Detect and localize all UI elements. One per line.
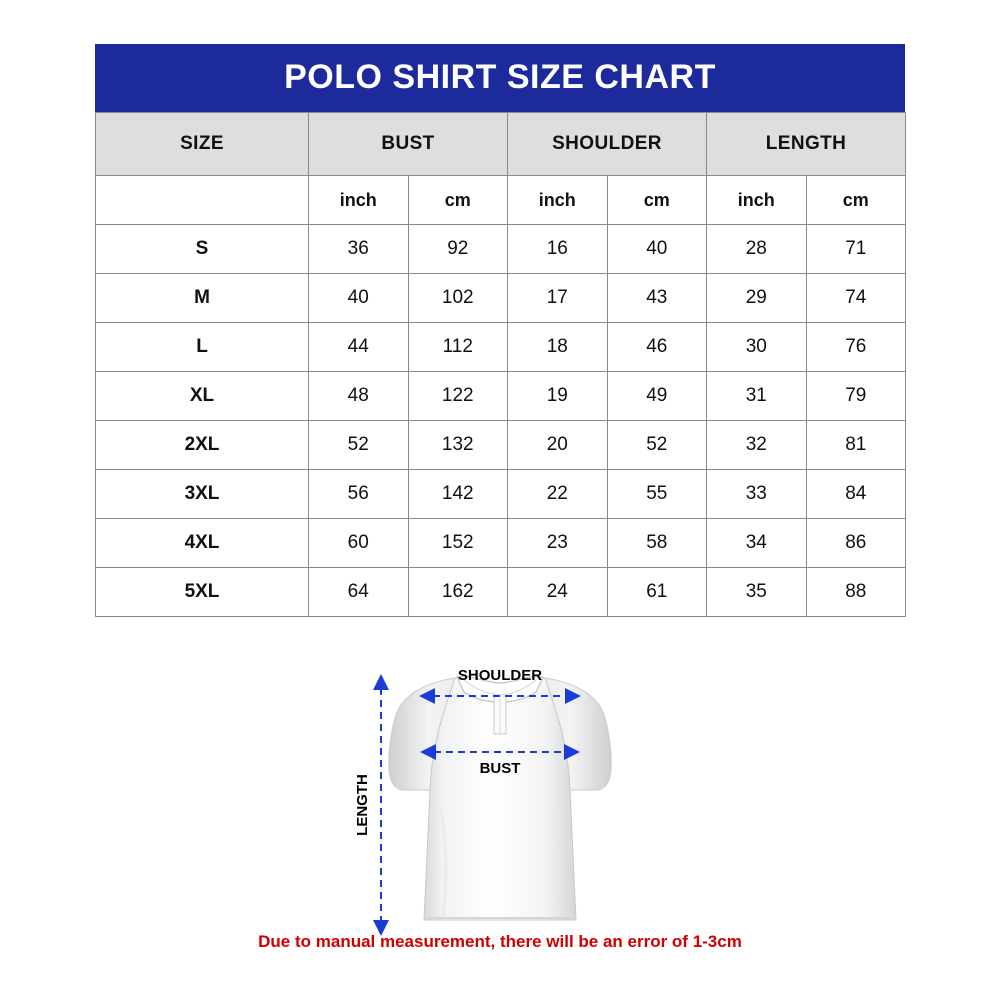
cell-shoulder-cm: 43 xyxy=(607,274,707,323)
cell-bust-inch: 44 xyxy=(309,323,409,372)
cell-bust-cm: 102 xyxy=(408,274,508,323)
cell-bust-inch: 64 xyxy=(309,568,409,617)
units-shoulder-cm: cm xyxy=(607,176,707,225)
cell-length-cm: 74 xyxy=(806,274,906,323)
cell-bust-cm: 112 xyxy=(408,323,508,372)
cell-length-cm: 76 xyxy=(806,323,906,372)
cell-length-inch: 29 xyxy=(707,274,807,323)
cell-size: 3XL xyxy=(96,470,309,519)
header-bust: BUST xyxy=(309,113,508,176)
cell-size: L xyxy=(96,323,309,372)
cell-length-inch: 34 xyxy=(707,519,807,568)
cell-bust-inch: 60 xyxy=(309,519,409,568)
cell-length-inch: 35 xyxy=(707,568,807,617)
shirt-graphic xyxy=(389,676,611,920)
cell-shoulder-cm: 46 xyxy=(607,323,707,372)
cell-shoulder-cm: 40 xyxy=(607,225,707,274)
size-chart-container xyxy=(95,44,905,617)
header-length: LENGTH xyxy=(707,113,906,176)
cell-size: 4XL xyxy=(96,519,309,568)
cell-length-cm: 79 xyxy=(806,372,906,421)
cell-shoulder-inch: 16 xyxy=(508,225,608,274)
cell-length-inch: 28 xyxy=(707,225,807,274)
cell-size: M xyxy=(96,274,309,323)
cell-bust-cm: 132 xyxy=(408,421,508,470)
cell-bust-cm: 152 xyxy=(408,519,508,568)
cell-size: XL xyxy=(96,372,309,421)
polo-shirt-illustration xyxy=(0,630,1000,940)
measurement-note: Due to manual measurement, there will be an error of 1-3cm xyxy=(258,932,742,951)
table-units-row xyxy=(96,176,906,225)
units-bust-inch: inch xyxy=(309,176,409,225)
table-group-header-row xyxy=(96,113,906,176)
cell-bust-inch: 48 xyxy=(309,372,409,421)
cell-length-cm: 88 xyxy=(806,568,906,617)
cell-length-cm: 84 xyxy=(806,470,906,519)
cell-bust-inch: 52 xyxy=(309,421,409,470)
cell-size: S xyxy=(96,225,309,274)
table-row xyxy=(96,274,906,323)
cell-bust-cm: 122 xyxy=(408,372,508,421)
units-length-inch: inch xyxy=(707,176,807,225)
table-row xyxy=(96,568,906,617)
cell-bust-cm: 92 xyxy=(408,225,508,274)
cell-shoulder-cm: 49 xyxy=(607,372,707,421)
table-body xyxy=(96,176,906,617)
cell-shoulder-inch: 22 xyxy=(508,470,608,519)
cell-bust-inch: 36 xyxy=(309,225,409,274)
cell-shoulder-cm: 61 xyxy=(607,568,707,617)
cell-bust-cm: 142 xyxy=(408,470,508,519)
cell-shoulder-inch: 18 xyxy=(508,323,608,372)
units-shoulder-inch: inch xyxy=(508,176,608,225)
header-size: SIZE xyxy=(96,113,309,176)
page-title: POLO SHIRT SIZE CHART xyxy=(95,44,905,112)
units-length-cm: cm xyxy=(806,176,906,225)
cell-shoulder-cm: 52 xyxy=(607,421,707,470)
cell-length-inch: 30 xyxy=(707,323,807,372)
cell-bust-inch: 40 xyxy=(309,274,409,323)
size-chart-table xyxy=(95,112,906,617)
cell-size: 5XL xyxy=(96,568,309,617)
measurement-diagram xyxy=(0,630,1000,940)
header-shoulder: SHOULDER xyxy=(508,113,707,176)
cell-bust-cm: 162 xyxy=(408,568,508,617)
length-label: LENGTH xyxy=(354,774,371,836)
cell-shoulder-inch: 19 xyxy=(508,372,608,421)
table-row xyxy=(96,372,906,421)
bust-label: BUST xyxy=(479,760,521,777)
cell-shoulder-cm: 58 xyxy=(607,519,707,568)
cell-shoulder-cm: 55 xyxy=(607,470,707,519)
cell-length-cm: 81 xyxy=(806,421,906,470)
table-row xyxy=(96,421,906,470)
cell-length-cm: 86 xyxy=(806,519,906,568)
units-blank xyxy=(96,176,309,225)
table-row xyxy=(96,519,906,568)
cell-length-inch: 32 xyxy=(707,421,807,470)
cell-length-inch: 31 xyxy=(707,372,807,421)
cell-shoulder-inch: 20 xyxy=(508,421,608,470)
table-row xyxy=(96,323,906,372)
shoulder-label: SHOULDER xyxy=(457,667,543,684)
table-row xyxy=(96,225,906,274)
cell-shoulder-inch: 24 xyxy=(508,568,608,617)
cell-size: 2XL xyxy=(96,421,309,470)
cell-length-inch: 33 xyxy=(707,470,807,519)
units-bust-cm: cm xyxy=(408,176,508,225)
cell-length-cm: 71 xyxy=(806,225,906,274)
cell-shoulder-inch: 23 xyxy=(508,519,608,568)
cell-shoulder-inch: 17 xyxy=(508,274,608,323)
cell-bust-inch: 56 xyxy=(309,470,409,519)
table-row xyxy=(96,470,906,519)
